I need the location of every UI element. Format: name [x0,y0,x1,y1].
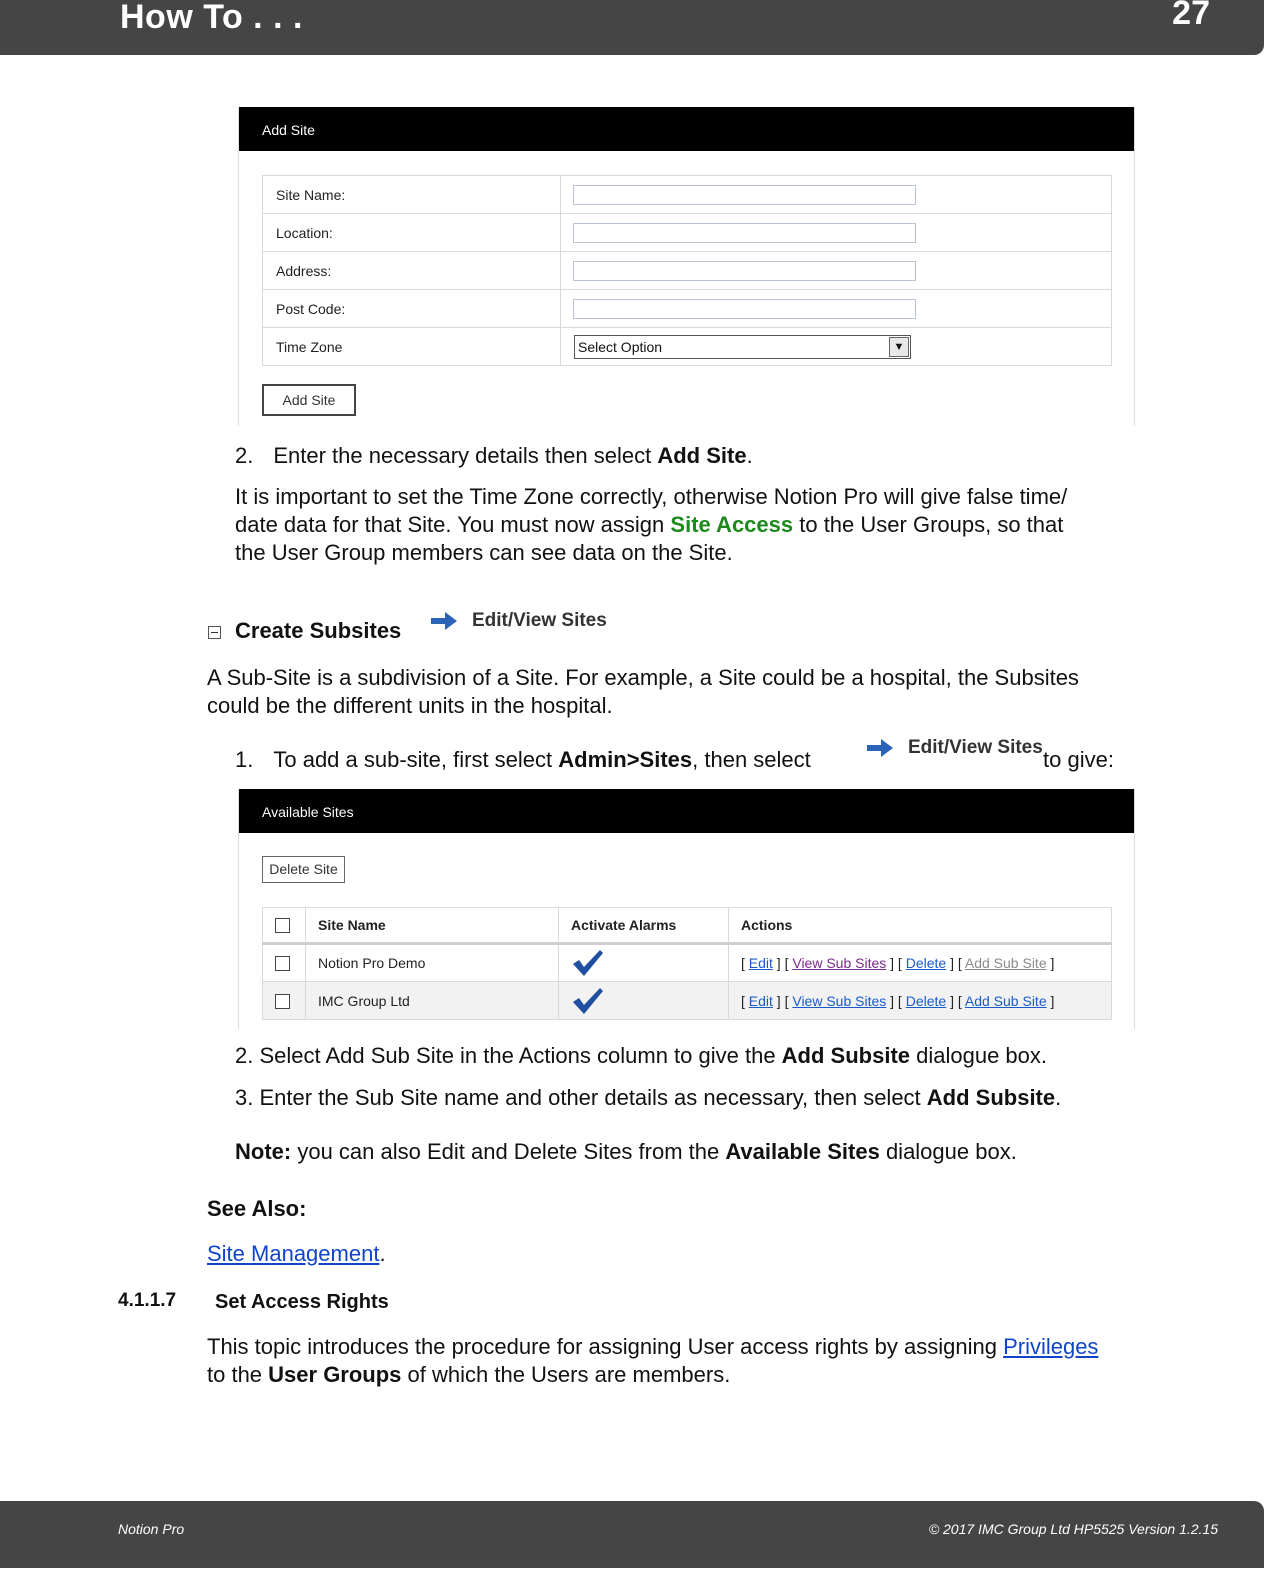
location-input[interactable] [573,223,916,243]
column-header: Actions [729,908,1112,944]
available-sites-panel [238,789,1135,1029]
delete-link[interactable]: Delete [905,992,947,1009]
row-checkbox[interactable] [275,956,290,971]
access-para-line2: to the User Groups of which the Users are members. [207,1362,731,1387]
time-zone-value: Select Option [578,338,663,355]
add-site-panel [238,107,1135,426]
field-label: Address: [263,252,561,290]
delete-site-button[interactable]: Delete Site [262,856,345,883]
site-name-cell: IMC Group Ltd [306,982,559,1020]
subsite-para-line1: A Sub-Site is a subdivision of a Site. For example, a Site could be a hospital, the Subsites [207,665,1079,690]
column-header: Activate Alarms [559,908,729,944]
section-number: 4.1.1.7 [118,1290,177,1311]
add-site-button[interactable]: Add Site [262,384,356,416]
site-name-input[interactable] [573,185,916,205]
privileges-link[interactable]: Privileges [1003,1334,1099,1359]
field-label: Site Name: [263,176,561,214]
view-sub-sites-link[interactable]: View Sub Sites [792,992,887,1009]
arrow-right-icon [866,738,894,758]
see-also-heading: See Also: [207,1196,307,1221]
step-3: 3. Enter the Sub Site name and other details as necessary, then select Add Subsite. [235,1085,1062,1110]
step-2b: 2. Select Add Sub Site in the Actions column to give the Add Subsite dialogue box. [235,1043,1048,1068]
chevron-down-icon[interactable]: ▼ [889,337,909,357]
edit-link[interactable]: Edit [748,955,773,971]
collapse-icon[interactable] [208,626,221,639]
site-name-cell: Notion Pro Demo [306,944,559,982]
time-zone-select[interactable] [574,335,911,359]
panel-title: Available Sites [239,789,1134,833]
select-all-checkbox[interactable] [275,918,290,933]
page-number: 27 [1172,0,1210,32]
column-header: Site Name [306,908,559,944]
arrow-right-icon [430,611,458,631]
checkmark-icon [571,986,605,1016]
footer-product: Notion Pro [118,1521,185,1537]
timezone-para-line1: It is important to set the Time Zone correctly, otherwise Notion Pro will give false time/ [235,484,1068,509]
field-label: Location: [263,214,561,252]
note: Note: you can also Edit and Delete Sites from the Available Sites dialogue box. [235,1139,1017,1164]
field-label: Time Zone [263,328,561,366]
table-row [263,982,1112,1020]
post-code-input[interactable] [573,299,916,319]
table-row [263,944,1112,982]
site-management-link[interactable]: Site Management [207,1241,380,1266]
step-1: 1. To add a sub-site, first select Admin>Sites, then select [235,747,811,772]
edit-link[interactable]: Edit [748,992,773,1009]
see-also-line: Site Management. [207,1241,386,1266]
add-sub-site-link[interactable]: Add Sub Site [964,992,1047,1009]
timezone-para-line3: the User Group members can see data on the Site. [235,540,733,565]
panel-title: Add Site [239,107,1134,151]
page-footer [0,1501,1264,1568]
create-subsites-heading: Create Subsites [235,618,402,643]
field-label: Post Code: [263,290,561,328]
page-header [0,0,1264,55]
access-para-line1: This topic introduces the procedure for assigning User access rights by assigning Privileges [207,1334,1099,1359]
footer-copyright: © 2017 IMC Group Ltd HP5525 Version 1.2.15 [928,1521,1218,1537]
step-1-end: to give: [1043,747,1114,772]
site-access-term: Site Access [670,512,794,537]
actions-cell: [ Edit ] [ View Sub Sites ] [ Delete ] [ Add Sub Site ] [729,982,1112,1020]
view-sub-sites-link[interactable]: View Sub Sites [792,955,887,971]
edit-view-sites-button[interactable]: Edit/View Sites [430,610,607,632]
checkmark-icon [571,948,605,978]
edit-view-sites-button-inline[interactable]: Edit/View Sites [866,737,1043,759]
subsite-para-line2: could be the different units in the hospital. [207,693,613,718]
header-title: How To . . . [120,0,303,36]
step-2: 2. Enter the necessary details then select Add Site. [235,443,753,468]
table-header [263,908,1112,944]
add-sub-site-link[interactable]: Add Sub Site [964,955,1047,971]
timezone-para-line2: date data for that Site. You must now assign Site Access to the User Groups, so that [235,512,1064,537]
sites-table [262,907,1112,1020]
add-site-form [262,175,1112,366]
row-checkbox[interactable] [275,994,290,1009]
delete-link[interactable]: Delete [905,955,947,971]
section-title: Set Access Rights [215,1291,389,1313]
address-input[interactable] [573,261,916,281]
actions-cell: [ Edit ] [ View Sub Sites ] [ Delete ] [ Add Sub Site ] [729,944,1112,982]
